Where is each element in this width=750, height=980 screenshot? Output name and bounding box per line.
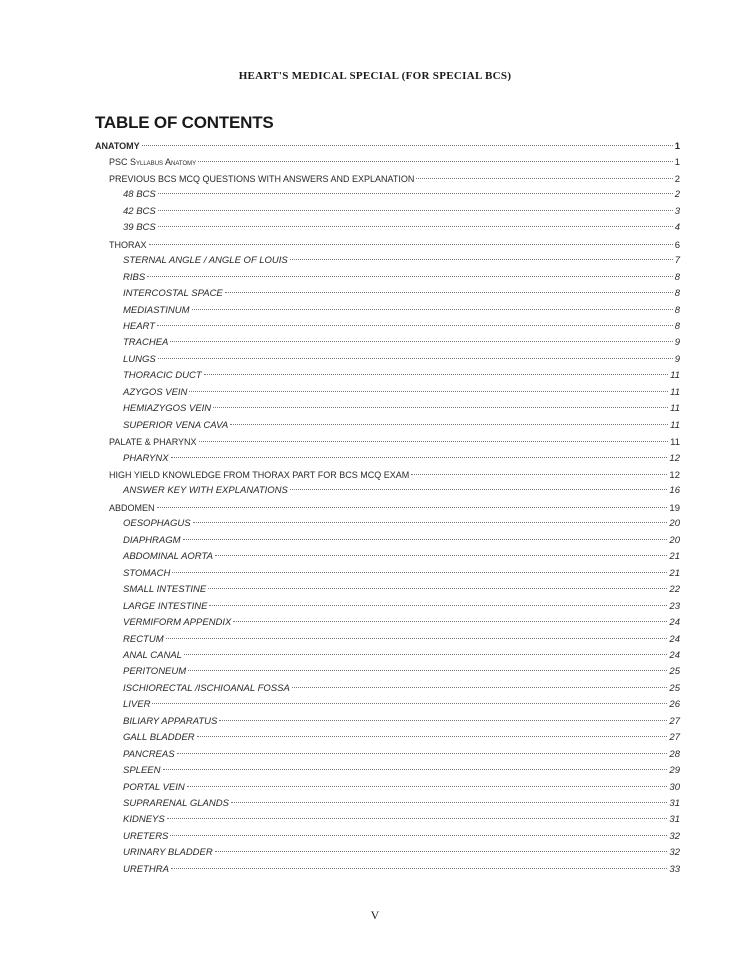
dot-leader [177, 753, 668, 754]
dot-leader [158, 358, 673, 359]
toc-entry-title: ISCHIORECTAL /ISCHIOANAL FOSSA [123, 682, 290, 694]
toc-entry-page: 12 [669, 470, 680, 481]
toc-entry-page: 3 [674, 205, 680, 217]
dot-leader [199, 441, 669, 442]
toc-entry-title: PSC Syllabus Anatomy [109, 157, 197, 168]
toc-entry-page: 21 [669, 551, 680, 563]
toc-entry-page: 25 [669, 666, 680, 678]
dot-leader [198, 161, 673, 162]
toc-entry[interactable] [109, 500, 680, 516]
toc-entry[interactable] [123, 270, 680, 286]
toc-entry-title: URETERS [123, 830, 169, 842]
dot-leader [411, 474, 667, 475]
dot-leader [292, 687, 668, 688]
toc-entry-title: PORTAL VEIN [123, 781, 185, 793]
toc-entry-page: 11 [670, 386, 680, 398]
toc-entry[interactable] [123, 615, 680, 631]
toc-entry-page: 32 [669, 830, 680, 842]
toc-entry[interactable] [123, 385, 680, 401]
toc-entry-page: 24 [669, 617, 680, 629]
toc-entry[interactable] [123, 335, 680, 351]
toc-entry-title: HEART [123, 320, 156, 332]
toc-entry-page: 24 [669, 649, 680, 661]
toc-entry[interactable] [123, 747, 680, 763]
toc-entry-title: PANCREAS [123, 748, 175, 760]
toc-entry-title: HEMIAZYGOS VEIN [123, 403, 212, 415]
toc-entry-title: PERITONEUM [123, 666, 187, 678]
toc-entry-title: LARGE INTESTINE [123, 600, 208, 612]
toc-entry[interactable] [123, 714, 680, 730]
toc-entry-page: 11 [670, 419, 680, 431]
toc-entry[interactable] [109, 434, 680, 450]
toc-entry-page: 23 [669, 600, 680, 612]
toc-entry-page: 1 [674, 141, 680, 152]
toc-entry-page: 27 [669, 732, 680, 744]
toc-entry[interactable] [109, 467, 680, 483]
dot-leader [233, 621, 667, 622]
toc-entry-page: 8 [674, 288, 680, 300]
toc-entry[interactable] [123, 303, 680, 319]
dot-leader [157, 325, 673, 326]
dot-leader [166, 638, 668, 639]
dot-leader [158, 210, 673, 211]
toc-entry-page: 31 [669, 798, 680, 809]
toc-entry[interactable] [123, 862, 680, 878]
toc-entry-title: 48 BCS [123, 189, 156, 201]
toc-entry-title: TRACHEA [123, 337, 169, 349]
toc-entry-title: SUPRARENAL GLANDS [123, 798, 229, 809]
toc-entry-page: 24 [669, 633, 680, 645]
toc-entry[interactable] [123, 648, 680, 664]
toc-entry[interactable] [95, 138, 680, 154]
dot-leader [204, 374, 668, 375]
page-number: V [370, 908, 380, 922]
toc-entry[interactable] [123, 319, 680, 335]
toc-entry-page: 8 [674, 320, 680, 332]
toc-entry-title: STERNAL ANGLE / ANGLE OF LOUIS [123, 255, 288, 267]
toc-entry[interactable] [123, 780, 680, 796]
toc-entry[interactable] [123, 401, 680, 417]
dot-leader [193, 522, 668, 523]
dot-leader [416, 178, 672, 179]
dot-leader [172, 572, 667, 573]
toc-entry[interactable] [123, 418, 680, 434]
toc-entry-title: INTERCOSTAL SPACE [123, 288, 223, 300]
toc-entry-page: 30 [669, 781, 680, 793]
toc-entry-title: THORAX [109, 239, 147, 250]
dot-leader [187, 786, 668, 787]
toc-entry-page: 2 [674, 189, 680, 201]
toc-entry[interactable] [123, 286, 680, 302]
toc-entry-page: 9 [674, 337, 680, 349]
toc-entry-page: 22 [669, 584, 680, 596]
toc-entry[interactable] [109, 154, 680, 170]
toc-entry-title: URETHRA [123, 863, 169, 875]
dot-leader [230, 424, 668, 425]
toc-entry-page: 31 [669, 814, 680, 826]
dot-leader [170, 835, 667, 836]
toc-entry[interactable] [123, 549, 680, 565]
toc-entry[interactable] [123, 763, 680, 779]
toc-entry-page: 19 [669, 502, 680, 514]
toc-entry-title: THORACIC DUCT [123, 370, 202, 382]
toc-entry-page: 25 [669, 682, 680, 694]
toc-entry-title: LIVER [123, 699, 151, 711]
toc-entry-title: STOMACH [123, 567, 171, 579]
toc-entry[interactable] [123, 451, 680, 467]
dot-leader [152, 703, 667, 704]
toc-entry[interactable] [123, 796, 680, 812]
toc-entry[interactable] [123, 483, 680, 499]
toc-entry-page: 26 [669, 699, 680, 711]
toc-entry-page: 1 [674, 157, 680, 169]
toc-entry-page: 32 [669, 847, 680, 859]
dot-leader [215, 555, 668, 556]
toc-entry-title: ABDOMEN [109, 502, 155, 513]
toc-entry-title: URINARY BLADDER [123, 847, 213, 859]
toc-entry-page: 29 [669, 765, 680, 777]
dot-leader [149, 244, 673, 245]
dot-leader [197, 736, 668, 737]
toc-entry-page: 11 [670, 403, 680, 415]
toc-entry-page: 20 [669, 518, 680, 530]
toc-entry[interactable] [123, 632, 680, 648]
toc-entry-title: ANAL CANAL [123, 649, 182, 661]
toc-entry-title: SPLEEN [123, 765, 161, 777]
toc-entry-page: 27 [669, 715, 680, 727]
toc-entry[interactable] [123, 220, 680, 236]
dot-leader [208, 588, 667, 589]
toc-entry-title: OESOPHAGUS [123, 518, 191, 530]
toc-entry-title: AZYGOS VEIN [123, 386, 188, 398]
dot-leader [157, 507, 668, 508]
dot-leader [158, 193, 673, 194]
toc-entry-title: 39 BCS [123, 222, 156, 234]
dot-leader [225, 292, 673, 293]
toc-entry[interactable] [123, 566, 680, 582]
toc-entry-title: BILIARY APPARATUS [123, 715, 218, 727]
toc-entry[interactable] [123, 664, 680, 680]
toc-entry[interactable] [123, 681, 680, 697]
toc-entry-title: VERMIFORM APPENDIX [123, 617, 232, 629]
dot-leader [183, 539, 668, 540]
toc-entry-page: 12 [669, 452, 680, 464]
dot-leader [290, 259, 673, 260]
dot-leader [192, 309, 673, 310]
toc-entry[interactable] [123, 368, 680, 384]
dot-leader [171, 457, 668, 458]
toc-entry-title: ANSWER KEY WITH EXPLANATIONS [123, 485, 288, 497]
toc-entry[interactable] [123, 845, 680, 861]
toc-entry-title: MEDIASTINUM [123, 304, 190, 316]
toc-entry-page: 2 [674, 173, 680, 185]
toc-entry[interactable] [123, 697, 680, 713]
dot-leader [171, 868, 668, 869]
toc-entry-title: KIDNEYS [123, 814, 165, 826]
running-header: HEART'S MEDICAL SPECIAL (FOR SPECIAL BCS) [238, 70, 512, 82]
toc-entry[interactable] [123, 352, 680, 368]
dot-leader [209, 605, 667, 606]
dot-leader [142, 145, 673, 146]
toc-entry-page: 6 [674, 239, 680, 251]
toc-entry-title: RECTUM [123, 633, 164, 645]
toc-entry-page: 20 [669, 534, 680, 546]
toc-entry-page: 7 [674, 255, 680, 267]
dot-leader [231, 802, 667, 803]
toc-entry[interactable] [123, 730, 680, 746]
toc-entry[interactable] [123, 582, 680, 598]
toc-entry-title: 42 BCS [123, 205, 156, 217]
toc-entry-title: DIAPHRAGM [123, 534, 181, 546]
toc-entry[interactable] [123, 812, 680, 828]
toc-entry-title: ABDOMINAL AORTA [123, 551, 213, 563]
toc-entry-page: 33 [669, 863, 680, 875]
toc-entry-page: 11 [670, 437, 680, 449]
dot-leader [213, 407, 668, 408]
toc-entry[interactable] [123, 533, 680, 549]
toc-entry-page: 21 [669, 567, 680, 579]
dot-leader [219, 720, 667, 721]
dot-leader [170, 341, 672, 342]
toc-entry-page: 8 [674, 304, 680, 316]
toc-entry-title: HIGH YIELD KNOWLEDGE FROM THORAX PART FOR BCS MCQ EXAM [109, 470, 410, 480]
toc-entry[interactable] [123, 829, 680, 845]
toc-entry-title: SUPERIOR VENA CAVA [123, 419, 229, 431]
toc-entry-page: 11 [670, 370, 680, 382]
toc-entry[interactable] [123, 187, 680, 203]
dot-leader [167, 818, 668, 819]
toc-entry-title: SMALL INTESTINE [123, 584, 207, 596]
toc-entry-page: 28 [669, 748, 680, 760]
toc-entry[interactable] [123, 204, 680, 220]
toc-entry[interactable] [123, 516, 680, 532]
toc-entry-title: RIBS [123, 271, 146, 283]
dot-leader [184, 654, 667, 655]
toc-entry[interactable] [123, 253, 680, 269]
toc-entry[interactable] [123, 599, 680, 615]
toc-entry-page: 16 [669, 485, 680, 497]
dot-leader [290, 489, 668, 490]
toc-entry-title: PREVIOUS BCS MCQ QUESTIONS WITH ANSWERS AND EXPLANATION [109, 173, 415, 184]
toc-entry[interactable] [109, 237, 680, 253]
dot-leader [189, 391, 668, 392]
toc-entry-title: LUNGS [123, 353, 156, 365]
dot-leader [147, 276, 673, 277]
toc-entry-title: PALATE & PHARYNX [109, 437, 197, 448]
toc-entry-page: 4 [674, 222, 680, 234]
toc-title: TABLE OF CONTENTS [95, 113, 274, 132]
dot-leader [188, 670, 667, 671]
toc-entry-page: 9 [674, 353, 680, 365]
toc-entry-title: ANATOMY [95, 141, 140, 151]
dot-leader [163, 769, 668, 770]
toc-entry[interactable] [109, 171, 680, 187]
toc-entry-page: 8 [674, 271, 680, 283]
dot-leader [215, 851, 668, 852]
toc-entry-title: GALL BLADDER [123, 732, 195, 744]
toc-entry-title: PHARYNX [123, 452, 169, 464]
dot-leader [158, 226, 673, 227]
